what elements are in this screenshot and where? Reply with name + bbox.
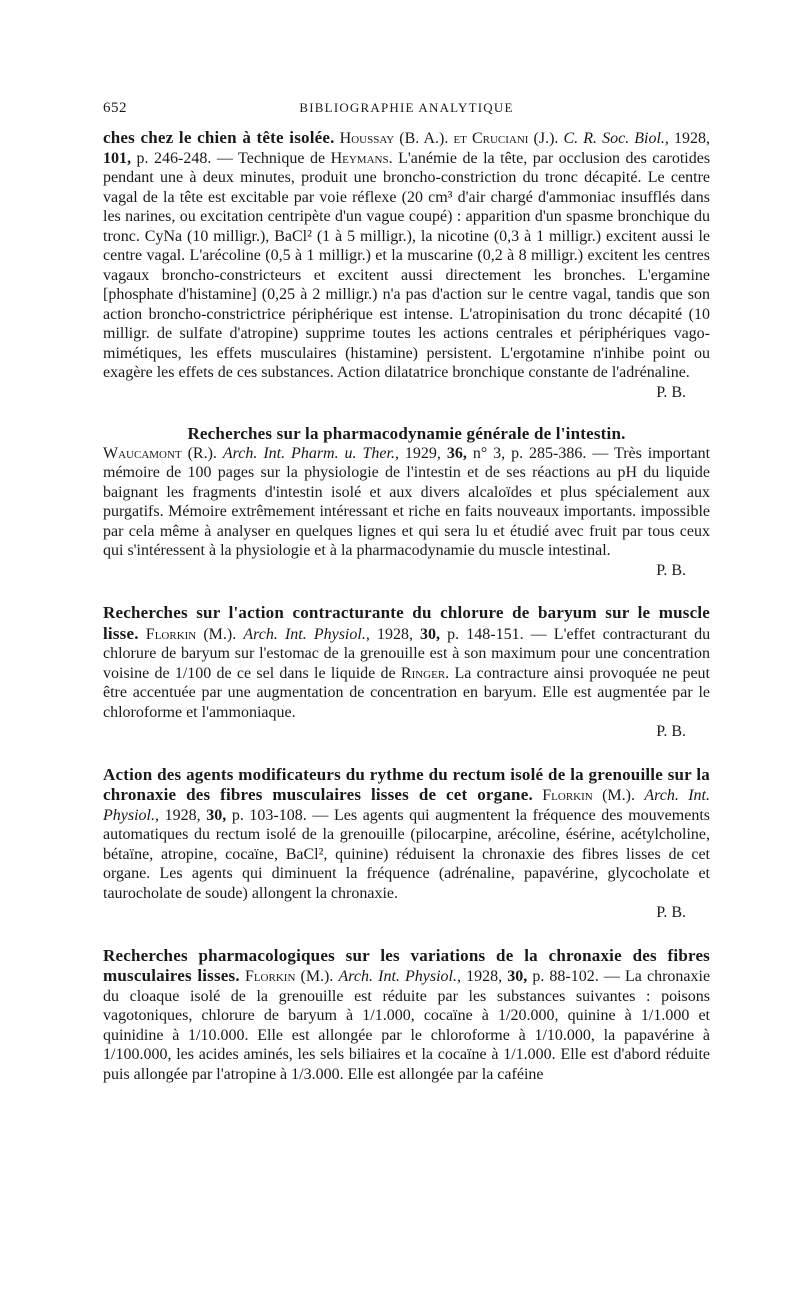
entry-author: Florkin (M.). (542, 787, 635, 804)
running-title: BIBLIOGRAPHIE ANALYTIQUE (299, 100, 514, 115)
entry-pages: n° 3, p. 285-386. — (472, 444, 609, 462)
entry-signature: P. B. (656, 723, 686, 740)
entry-ref-name: Heymans. (330, 149, 393, 167)
entry-body-pre: L'effet contracturant du chlorure de baryum sur l'estomac de la grenouille est à son maximum pour une concentration voisine de 1/100 de ce sel dans le liquide de (103, 625, 711, 682)
bibliography-entry (103, 765, 710, 904)
entry-signature: P. B. (656, 383, 686, 401)
entry-journal: Arch. Int. Pharm. u. Ther., (222, 444, 399, 462)
entry-year: 1929, (404, 444, 441, 462)
bibliography-entry (103, 603, 710, 722)
entry-pages: p. 88-102. — (532, 968, 620, 985)
page-content (103, 128, 710, 1084)
bibliography-entry (103, 946, 710, 1085)
entry-year: 1928, (164, 806, 201, 824)
entry-signature: P. B. (656, 561, 686, 579)
entry-year: 1928, (466, 968, 503, 985)
entry-signature: P. B. (656, 904, 686, 921)
entry-title: ches chez le chien à tête isolée. (103, 128, 335, 147)
entry-pages: p. 148-151. — (447, 625, 547, 643)
entry-volume: 30, (206, 806, 227, 824)
entry-author: Houssay (B. A.). et Cruciani (J.). (339, 130, 559, 147)
entry-journal: C. R. Soc. Biol., (563, 130, 669, 147)
bibliography-entry (103, 128, 710, 383)
bibliography-entry (103, 424, 710, 561)
entry-pages: p. 246-248. — Technique de (136, 149, 326, 167)
entry-title: Recherches sur la pharmacodynamie générale de l'intestin. (187, 424, 626, 443)
page-header (103, 100, 710, 122)
entry-body: L'anémie de la tête, par occlusion des carotides pendant une à deux minutes, produit une broncho-constriction du tronc décapité. Le centre vagal de la tête est excitable par voie réflexe (20 cm³ d'air chargé d'ammoniac insufflés dans les narines, ou excitation centripète d'un vague coupé) : apparition d'un spasme bronchique du tronc. CyNa (10 milligr.), BaCl² (1 à 5 milligr.), la nicotine (0,3 à 1 milligr.) excitent aussi le centre vagal. L'arécoline (0,5 à 1 milligr.) et la muscarine (0,2 à 8 milligr.) excitent les centres vagaux broncho-constricteurs et excitent aussi directement les bronches. L'ergamine [phosphate d'histamine] (0,25 à 2 milligr.) n'a pas d'action sur le centre vagal, tandis que son action broncho-constrictrice périphérique est intense. L'atropinisation du tronc décapité (10 milligr. de sulfate d'atropine) supprime toutes les actions centrales et périphériques vago-mimétiques, les effets musculaires (histamine) persistent. L'ergotamine n'inhibe point ou exagère les effets de ces substances. Action dilatatrice bronchique constante de l'adrénaline. (103, 149, 711, 381)
entry-volume: 101, (103, 149, 131, 167)
entry-author: Florkin (M.). (244, 968, 334, 985)
entry-volume: 30, (420, 625, 441, 643)
entry-ref-name: Ringer. (400, 664, 450, 682)
entry-volume: 36, (446, 444, 467, 462)
entry-journal: Arch. Int. Physiol., (103, 787, 711, 824)
entry-body: Les agents qui augmentent la fréquence des mouvements automatiques du rectum isolé de la grenouille (pilocarpine, arécoline, ésérine, acétylcholine, bétaïne, atropine, cocaïne, BaCl², quinine) réduisent la chronaxie des fibres lisses de cet organe. Les agents qui diminuent la fréquence (adrénaline, papavérine, glycocholate et taurocholate de soude) allongent la chronaxie. (103, 806, 711, 902)
entry-author: Waucamont (R.). (103, 444, 217, 462)
entry-body: La chronaxie du cloaque isolé de la grenouille est réduite par les substances suivantes : poisons vagotoniques, chlorure de baryum à 1/1.000, cocaïne à 1/20.000, quinine à 1/1.000 et quinidine à 1/10.000. Elle est allongée par le chloroforme à 1/10.000, la papavérine à 1/100.000, les acides aminés, les sels biliaires et la cocaïne à 1/1.000. Elle est d'abord réduite puis allongée par l'atropine à 1/3.000. Elle est allongée par la caféine (103, 968, 711, 1083)
entry-year: 1928, (674, 130, 711, 147)
entry-journal: Arch. Int. Physiol., (243, 625, 370, 643)
entry-title: Action des agents modificateurs du rythme du rectum isolé de la grenouille sur la chronaxie des fibres musculaires lisses de cet organe. (103, 764, 710, 804)
entry-journal: Arch. Int. Physiol., (338, 968, 461, 985)
page-number: 652 (103, 100, 127, 116)
entry-volume: 30, (507, 968, 528, 985)
entry-body: Très important mémoire de 100 pages sur la physiologie de l'intestin et de ses réactions au pH du liquide baignant les fragments d'intestin isolé et aux divers alcaloïdes et plus spécialement aux purgatifs. Mémoire extrêmement intéressant et riche en faits nouveaux importants. impossible par cela même à analyser en quelques lignes et qui sera lu et étudié avec fruit par tous ceux qui s'intéressent à la physiologie et à la pharmacodynamie du muscle intestinal. (103, 444, 711, 559)
entry-title: Recherches sur l'action contracturante du chlorure de baryum sur le muscle lisse. (103, 603, 710, 643)
entry-body: La contracture ainsi provoquée ne peut être accentuée par une augmentation de concentration en baryum. Elle est augmentée par le chloroforme et l'ammoniaque. (103, 664, 710, 721)
entry-year: 1928, (376, 625, 413, 643)
entry-author: Florkin (M.). (145, 625, 237, 643)
entry-pages: p. 103-108. — (231, 806, 329, 824)
entry-title: Recherches pharmacologiques sur les variations de la chronaxie des fibres musculaires lisses. (103, 945, 710, 985)
